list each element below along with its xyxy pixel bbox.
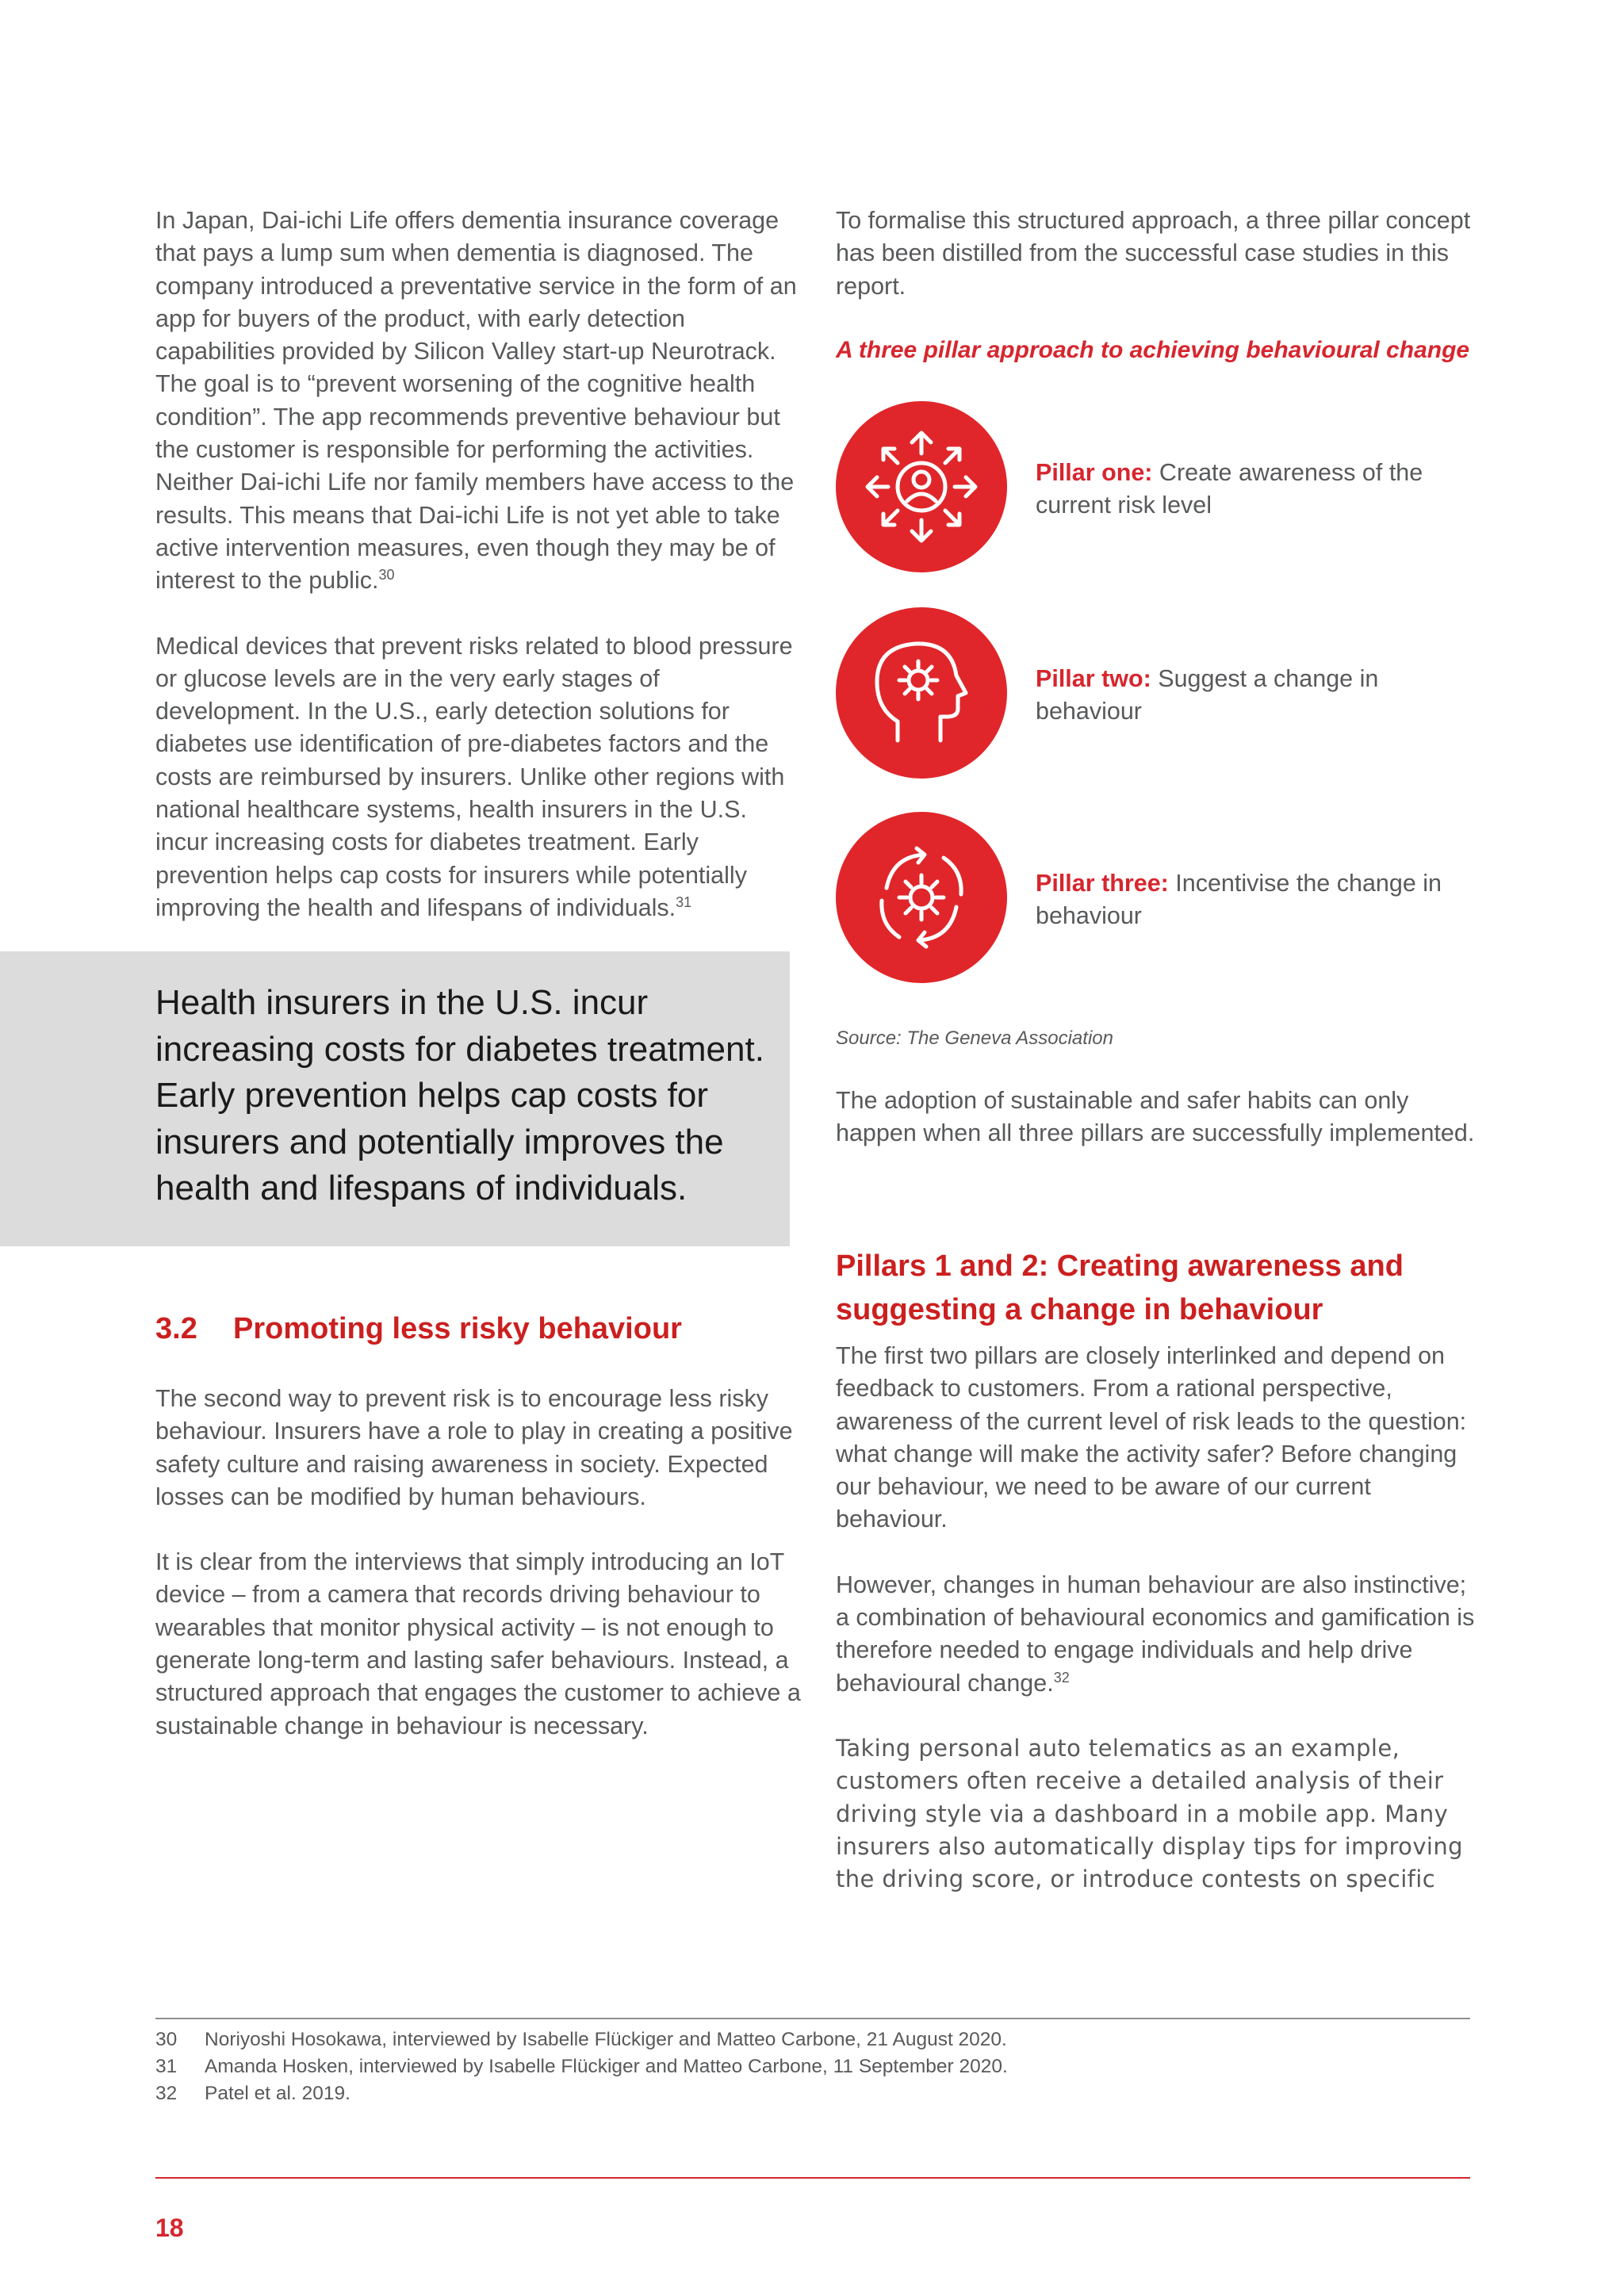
paragraph: [155, 630, 801, 925]
pillar-description: Incentivise the change in behaviour: [1036, 870, 1442, 929]
paragraph: The first two pillars are closely interlinked and depend on feedback to customers. From a rational perspective, awareness of the current level of risk leads to the question: what change will make the activity safer? Before changing our behaviour, we need to be aware of our current behaviour.: [836, 1342, 1467, 1533]
section-title: Promoting less risky behaviour: [233, 1312, 682, 1345]
footnote-text: Noriyoshi Hosokawa, interviewed by Isabelle Flückiger and Matteo Carbone, 21 August 2020.: [205, 2029, 1007, 2050]
footnotes: [155, 2026, 1470, 2107]
pillar-two: [836, 607, 1486, 779]
subheading: Pillars 1 and 2: Creating awareness and suggesting a change in behaviour: [836, 1249, 1404, 1326]
footnote: [155, 2026, 1470, 2053]
section-heading: [155, 1310, 790, 1348]
gear-cycle-arrows-icon: [836, 812, 1007, 983]
figure-title: A three pillar approach to achieving behavioural change: [836, 337, 1470, 363]
left-column-lower: [155, 1383, 801, 1743]
figure-source: Source: The Geneva Association: [836, 1027, 1113, 1049]
pillar-text: [1036, 663, 1448, 728]
pillar-label: Pillar three:: [1036, 870, 1169, 897]
awareness-person-arrows-icon: [836, 401, 1007, 572]
footnote-ref[interactable]: 31: [676, 894, 692, 910]
pillar-one: [836, 401, 1486, 572]
footnote-ref[interactable]: 32: [1053, 1669, 1070, 1686]
pull-quote: Health insurers in the U.S. incur increasing costs for diabetes treatment. Early prevention helps cap costs for insurers and potentially improves the health and lifespans of individuals.: [155, 983, 764, 1207]
page-number: 18: [155, 2214, 184, 2242]
footnote-number: 31: [155, 2056, 178, 2077]
footnote-number: 32: [155, 2083, 178, 2104]
pillar-text: [1036, 867, 1448, 932]
paragraph-text: Medical devices that prevent risks related to blood pressure or glucose levels are in the very early stages of development. In the U.S., early detection solutions for diabetes use identification of pre-diabetes factors and the costs are reimbursed by insurers. Unlike other regions with national healthcare systems, health insurers in the U.S. incur increasing costs for diabetes treatment. Early prevention helps cap costs for insurers while potentially improving the health and lifespans of individuals.: [155, 632, 793, 921]
paragraph: It is clear from the interviews that simply introducing an IoT device – from a camera that records driving behaviour to wearables that monitor physical activity – is not enough to generate long-term and lasting safer behaviours. Instead, a structured approach that engages the customer to achieve a sustainable change in behaviour is necessary.: [155, 1548, 801, 1739]
paragraph: [836, 1569, 1486, 1700]
section-number: 3.2: [155, 1312, 197, 1345]
footnote-divider: [155, 2018, 1470, 2019]
paragraph: The second way to prevent risk is to encourage less risky behaviour. Insurers have a role to play in creating a positive safety culture and raising awareness in society. Expected losses can be modified by human behaviours.: [155, 1385, 793, 1510]
pillar-three: [836, 812, 1486, 983]
left-column: [155, 205, 801, 924]
right-column: [836, 205, 1486, 1949]
pillar-label: Pillar one:: [1036, 459, 1153, 486]
pillar-text: [1036, 457, 1448, 522]
footnote-ref[interactable]: 30: [378, 567, 395, 584]
paragraph: To formalise this structured approach, a three pillar concept has been distilled from the successful case studies in this report.: [836, 207, 1471, 300]
paragraph-text: However, changes in human behaviour are also instinctive; a combination of behavioural economics and gamification is therefore needed to engage individuals and help drive behavioural change.: [836, 1571, 1475, 1697]
paragraph: The adoption of sustainable and safer habits can only happen when all three pillars are successfully implemented.: [836, 1087, 1475, 1147]
footnote-number: 30: [155, 2029, 178, 2050]
page-footer-divider: [155, 2177, 1470, 2179]
footnote: [155, 2080, 1470, 2107]
pillar-description: Suggest a change in behaviour: [1036, 665, 1379, 725]
head-gear-icon: [836, 607, 1007, 779]
footnote: [155, 2053, 1470, 2080]
right-column-body: [836, 1340, 1486, 1896]
footnote-text: Amanda Hosken, interviewed by Isabelle Flückiger and Matteo Carbone, 11 September 2020.: [205, 2056, 1008, 2077]
paragraph: Taking personal auto telematics as an example, customers often receive a detailed analysis of their driving style via a dashboard in a mobile app. Many insurers also automatically display tips for improving the driving score, or introduce contests on specific: [836, 1734, 1463, 1893]
paragraph: [155, 205, 801, 598]
paragraph-text: In Japan, Dai-ichi Life offers dementia insurance coverage that pays a lump sum when dementia is diagnosed. The company introduced a preventative service in the form of an app for buyers of the product, with early detection capabilities provided by Silicon Valley start-up Neurotrack. The goal is to “prevent worsening of the cognitive health condition”. The app recommends preventive behaviour but the customer is responsible for performing the activities. Neither Dai-ichi Life nor family members have access to the results. This means that Dai-ichi Life is not yet able to take active intervention measures, even though they may be of interest to the public.: [155, 207, 797, 595]
pillar-description: Create awareness of the current risk level: [1036, 459, 1423, 519]
footnote-text: Patel et al. 2019.: [205, 2083, 350, 2104]
pillar-label: Pillar two:: [1036, 665, 1151, 692]
